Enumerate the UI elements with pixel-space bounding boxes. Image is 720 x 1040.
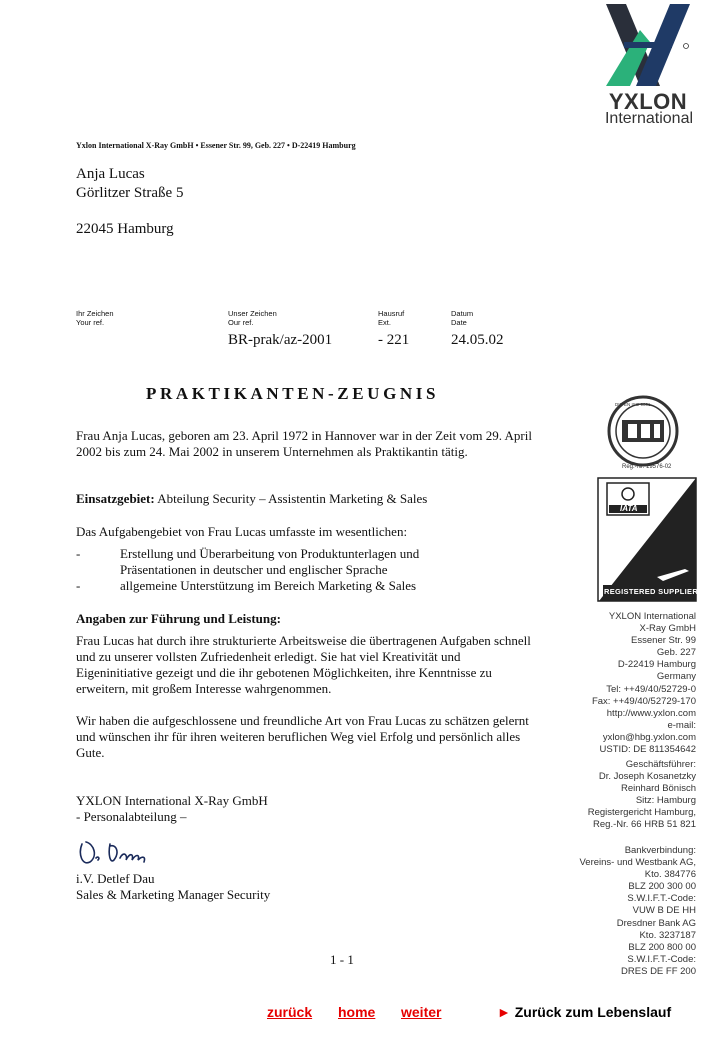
ref-haus-label-en: Ext. [378,318,391,327]
bank-block [572,845,696,978]
address-line: e-mail: yxlon@hbg.yxlon.com [602,719,696,743]
nav-zurueck-link[interactable]: zurück [267,1004,313,1020]
signer-title: Sales & Marketing Manager Security [76,887,271,902]
task-dash: - [76,546,81,561]
mgmt-line: Reinhard Bönisch [621,783,696,795]
address-line: Essener Str. 99 [631,635,696,647]
ref-ihr-labels [76,309,114,327]
ref-ihr-label: Ihr Zeichen [76,309,114,318]
mgmt-line: Reg.-Nr. 66 HRB 51 821 [593,819,696,831]
back-to-cv-link[interactable] [497,1004,671,1020]
page-number: 1 - 1 [330,952,354,967]
bank-line: BLZ 200 800 00 [628,941,696,953]
einsatz-line [76,491,536,507]
bank-line: Kto. 3237187 [639,929,696,941]
address-line: USTID: DE 811354642 [599,744,696,756]
nav-weiter-link[interactable]: weiter [401,1004,442,1020]
address-line: D-22419 Hamburg [617,659,696,671]
address-line: Fax: ++49/40/52729-170 [591,695,696,707]
bank-line: Dresdner Bank AG [616,917,696,929]
logo-x-icon [598,2,698,92]
closing-paragraph: Wir haben die aufgeschlossene und freundliche Art von Frau Lucas zu schätzen gelernt und wünschen ihr für ihren weiteren beruflichen Weg viel Erfolg und persönlich alles Gute. [76,713,529,760]
logo-subtitle: International [604,110,694,127]
ref-unser-label-en: Our ref. [228,318,254,327]
seal-reg-number: Reg.-Nr. 19576-02 [622,464,672,470]
task-item: Erstellung und Überarbeitung von Produktunterlagen und Präsentationen in deutscher und englischer Sprache [120,546,420,577]
mgmt-line: Geschäftsführer: [625,759,696,770]
ref-haus-label: Hausruf [378,309,405,318]
einsatz-label: Einsatzgebiet: [76,491,155,506]
intro-paragraph: Frau Anja Lucas, geboren am 23. April 1972 in Hannover war in der Zeit vom 29. April 2002 bis zum 24. Mai 2002 in unserem Unternehmen als Praktikantin tätig. [76,428,532,459]
address-line: YXLON International [608,611,696,622]
mgmt-line: Sitz: Hamburg [635,795,696,807]
recipient-name: Anja Lucas [76,166,145,182]
fuehrung-paragraph: Frau Lucas hat durch ihre strukturierte Arbeitsweise die übertragenen Aufgaben schnell und zu unserer vollsten Zufriedenheit erledigt. Sie hat viel Kreativität und Eigeninitiative gezeigt und die ihr gebotenen Möglichkeiten, ihre Kenntnisse zu erweitern, mit großem Interesse wahrgenommen. [76,633,531,696]
sender-line: Yxlon International X-Ray GmbH • Essener Str. 99, Geb. 227 • D-22419 Hamburg [76,141,356,150]
iata-supplier: REGISTERED SUPPLIER [604,587,699,596]
address-line: X-Ray GmbH [639,623,696,635]
ref-datum-labels [451,309,473,327]
address-line: Tel: ++49/40/52729-0 [606,683,696,695]
recipient-street: Görlitzer Straße 5 [76,185,184,201]
address-line: http://www.yxlon.com [606,707,696,719]
ref-datum-label-en: Date [451,318,467,327]
address-line: Geb. 227 [656,647,696,659]
task-item: allgemeine Unterstützung im Bereich Marketing & Sales [120,578,417,593]
ref-unser-label: Unser Zeichen [228,309,277,318]
mgmt-line: Dr. Joseph Kosanetzky [598,771,696,783]
department: - Personalabteilung – [76,809,187,824]
mgmt-line: Registergericht Hamburg, [587,807,696,819]
bank-line: BLZ 200 300 00 [628,881,696,893]
nav-home-link[interactable]: home [338,1004,376,1020]
bank-line: VUW B DE HH [632,905,696,917]
document-title: PRAKTIKANTEN-ZEUGNIS [146,384,440,403]
bank-line: Kto. 384776 [644,869,696,881]
iata-label: IATA [620,504,638,513]
task-dash: - [76,578,81,593]
arrow-right-icon: ► [497,1004,511,1020]
ref-unser-labels [228,309,277,327]
bank-line: Bankverbindung: [624,845,696,856]
ref-unser-value: BR-prak/az-2001 [228,332,333,348]
signature [76,836,166,870]
einsatz-value: Abteilung Security – Assistentin Marketing & Sales [154,491,428,506]
logo-brand: YXLON [608,89,688,114]
aufgaben-intro: Das Aufgabengebiet von Frau Lucas umfasste im wesentlichen: [76,524,408,539]
management-block [572,759,696,832]
seal-top-text: DIN EN ISO 9001 [615,402,651,407]
bank-line: Vereins- und Westbank AG, [579,857,696,869]
bank-line: DRES DE FF 200 [621,965,696,977]
back-to-cv-label: Zurück zum Lebenslauf [510,1004,672,1020]
company-address-block [572,611,696,756]
bank-line: S.W.I.F.T.-Code: [627,893,696,905]
ref-haus-labels [378,309,404,327]
company-name: YXLON International X-Ray GmbH [76,793,268,808]
bank-line: S.W.I.F.T.-Code: [627,953,696,965]
ref-datum-value: 24.05.02 [451,332,504,348]
iata-badge [597,477,697,602]
signer-name: i.V. Detlef Dau [76,871,155,886]
recipient-city: 22045 Hamburg [76,221,174,237]
yxlon-logo [598,2,698,132]
ref-haus-value: - 221 [378,332,410,348]
ref-ihr-label-en: Your ref. [76,318,105,327]
ref-datum-label: Datum [451,309,474,318]
address-line: Germany [656,671,696,683]
fuehrung-heading: Angaben zur Führung und Leistung: [76,611,281,626]
